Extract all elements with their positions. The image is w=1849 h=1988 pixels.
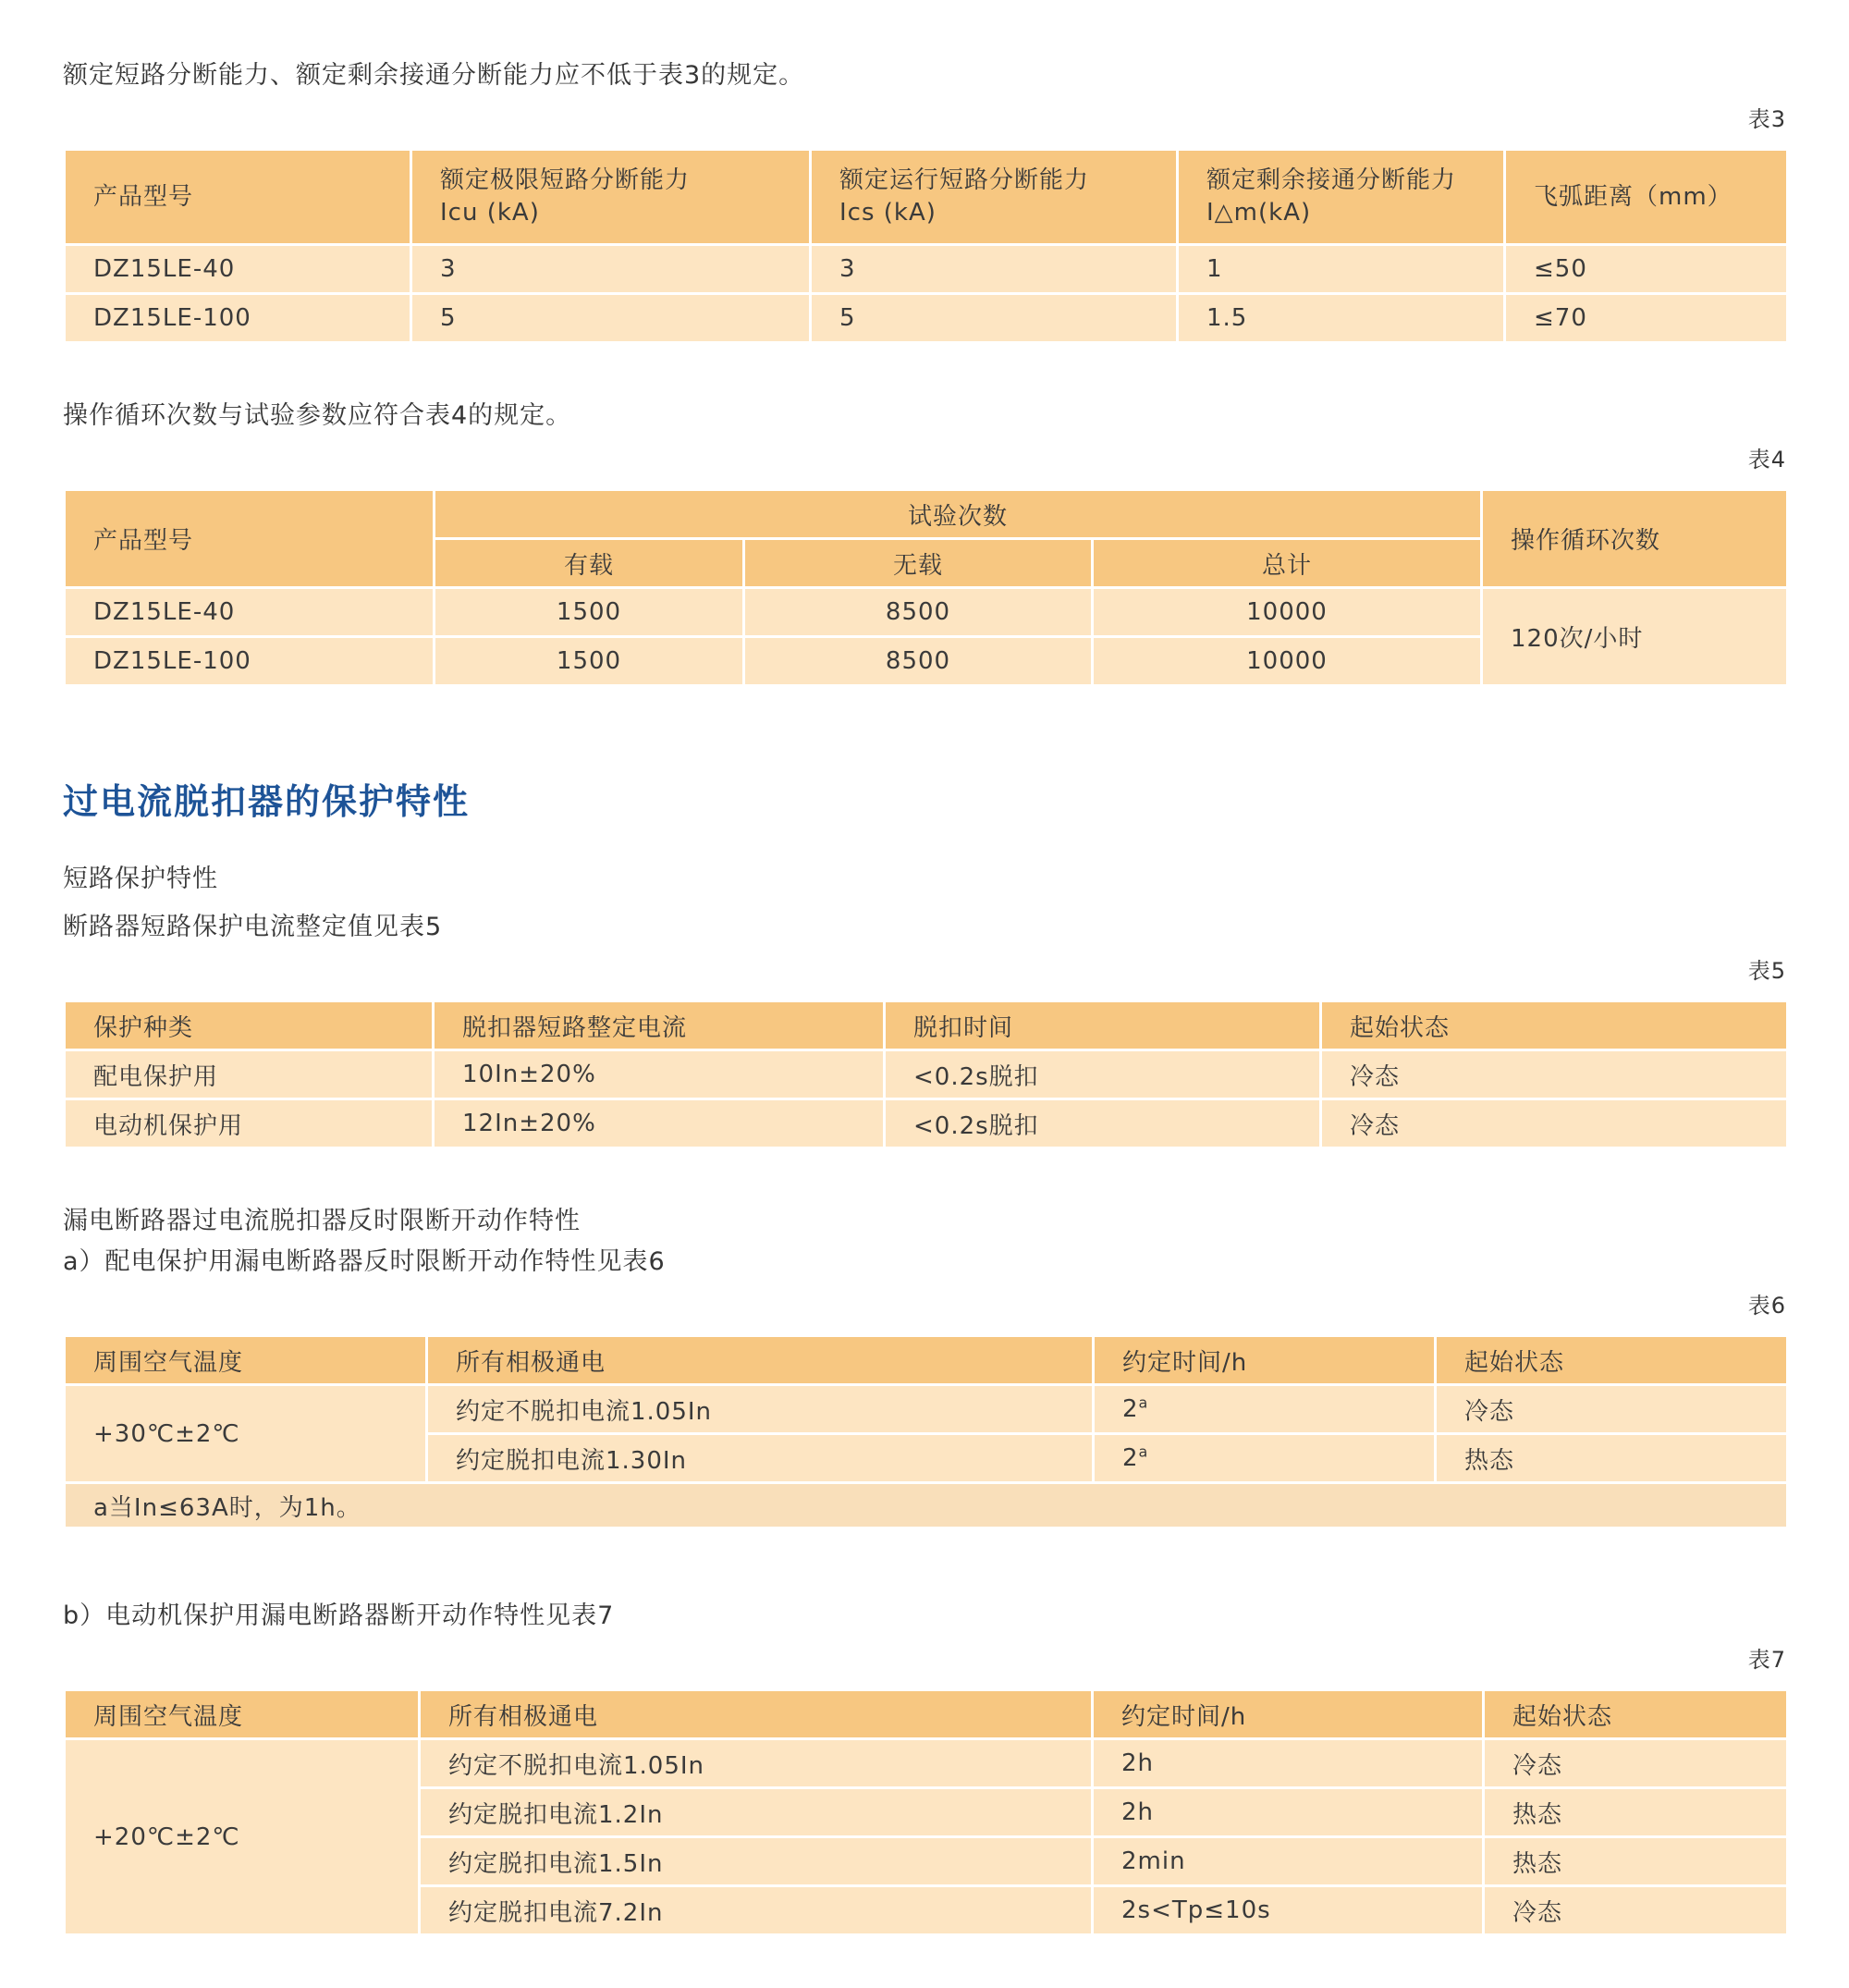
data-cell: 电动机保护用 [65, 1099, 434, 1148]
subheading-short-circuit: 短路保护特性 [63, 865, 218, 893]
header-subtext: Icu (kA) [440, 199, 540, 227]
data-cell-time [1094, 1385, 1436, 1434]
paragraph-table7-ref: b）电动机保护用漏电断路器断开动作特性见表7 [63, 1601, 615, 1630]
data-cell-temperature: +20℃±2℃ [65, 1739, 420, 1935]
data-cell: 热态 [1436, 1434, 1788, 1483]
data-cell: 约定不脱扣电流1.05In [427, 1385, 1094, 1434]
data-cell: 1 [1178, 245, 1505, 294]
header-text: 额定运行短路分断能力 [839, 166, 1090, 194]
subheading-setting-value: 断路器短路保护电流整定值见表5 [63, 913, 443, 941]
section-heading-overcurrent-release: 过电流脱扣器的保护特性 [63, 781, 471, 822]
table3-header-icu [411, 150, 811, 245]
table6-header-initial-state: 起始状态 [1436, 1336, 1788, 1385]
table6-header-ambient-temp: 周围空气温度 [65, 1336, 427, 1385]
table4-header-total: 总计 [1093, 539, 1482, 588]
data-cell: ≤50 [1505, 245, 1788, 294]
table-row [65, 1739, 1788, 1788]
paragraph-table6-ref: a）配电保护用漏电断路器反时限断开动作特性见表6 [63, 1247, 666, 1276]
data-cell-model: DZ15LE-40 [65, 245, 411, 294]
data-cell: 约定脱扣电流1.30In [427, 1434, 1094, 1483]
header-text: 额定极限短路分断能力 [440, 166, 691, 194]
data-cell: 1.5 [1178, 294, 1505, 343]
table4-header-cycles: 操作循环次数 [1482, 490, 1788, 588]
data-cell: <0.2s脱扣 [885, 1099, 1321, 1148]
table6-header-row [65, 1336, 1788, 1385]
data-cell: 冷态 [1321, 1050, 1788, 1099]
footnote-cell: a当In≤63A时，为1h。 [65, 1483, 1788, 1528]
table3-header-ics [811, 150, 1178, 245]
data-cell: 5 [411, 294, 811, 343]
table-row [65, 294, 1788, 343]
table4-header-model: 产品型号 [65, 490, 435, 588]
table-3-breaking-capacity [63, 148, 1789, 344]
table-6-distribution-protection [63, 1334, 1789, 1529]
table6-label: 表6 [1747, 1293, 1786, 1319]
data-cell: 8500 [744, 637, 1093, 686]
table-row [65, 1099, 1788, 1148]
data-cell: 12In±20% [434, 1099, 885, 1148]
table-row [65, 588, 1788, 637]
data-cell-cycles: 120次/小时 [1482, 588, 1788, 686]
data-cell: 约定不脱扣电流1.05In [420, 1739, 1093, 1788]
intro-paragraph-table4: 操作循环次数与试验参数应符合表4的规定。 [63, 401, 572, 430]
data-cell: <0.2s脱扣 [885, 1050, 1321, 1099]
table7-header-conventional-time: 约定时间/h [1093, 1690, 1484, 1739]
paragraph-inverse-time: 漏电断路器过电流脱扣器反时限断开动作特性 [63, 1207, 581, 1235]
table4-header-unloaded: 无载 [744, 539, 1093, 588]
footnote-marker: a [1138, 1393, 1149, 1412]
table-5-short-circuit-protection [63, 1000, 1789, 1149]
table3-header-row [65, 150, 1788, 245]
data-cell: 热态 [1484, 1788, 1788, 1837]
table-row [65, 1050, 1788, 1099]
table5-header-row [65, 1001, 1788, 1050]
data-cell: 5 [811, 294, 1178, 343]
data-cell: 2h [1093, 1788, 1484, 1837]
table7-label: 表7 [1747, 1647, 1786, 1673]
table3-label: 表3 [1747, 106, 1786, 132]
table5-header-setting-current: 脱扣器短路整定电流 [434, 1001, 885, 1050]
data-cell: 约定脱扣电流7.2In [420, 1886, 1093, 1935]
data-cell: 3 [811, 245, 1178, 294]
table7-header-initial-state: 起始状态 [1484, 1690, 1788, 1739]
table3-header-model [65, 150, 411, 245]
data-cell: 1500 [435, 637, 744, 686]
data-cell: 冷态 [1484, 1739, 1788, 1788]
table5-label: 表5 [1747, 958, 1786, 984]
data-cell: 约定脱扣电流1.2In [420, 1788, 1093, 1837]
table3-header-arc-distance [1505, 150, 1788, 245]
table4-label: 表4 [1747, 447, 1786, 472]
table7-header-all-poles: 所有相极通电 [420, 1690, 1093, 1739]
data-cell: 冷态 [1321, 1099, 1788, 1148]
table6-header-conventional-time: 约定时间/h [1094, 1336, 1436, 1385]
header-text: 额定剩余接通分断能力 [1206, 166, 1457, 194]
data-cell-time [1094, 1434, 1436, 1483]
intro-paragraph-table3: 额定短路分断能力、额定剩余接通分断能力应不低于表3的规定。 [63, 61, 805, 90]
header-subtext: Ics (kA) [839, 199, 937, 227]
data-cell-model: DZ15LE-100 [65, 294, 411, 343]
table-row [65, 245, 1788, 294]
data-cell: 冷态 [1436, 1385, 1788, 1434]
header-subtext: I△m(kA) [1206, 199, 1312, 227]
footnote-marker: a [1138, 1442, 1149, 1461]
data-cell: 冷态 [1484, 1886, 1788, 1935]
table-7-motor-protection [63, 1688, 1789, 1936]
data-cell: 3 [411, 245, 811, 294]
data-cell-model: DZ15LE-40 [65, 588, 435, 637]
table7-header-ambient-temp: 周围空气温度 [65, 1690, 420, 1739]
data-cell: 10In±20% [434, 1050, 885, 1099]
time-value: 2 [1122, 1395, 1139, 1423]
data-cell-temperature: +30℃±2℃ [65, 1385, 427, 1483]
data-cell: 8500 [744, 588, 1093, 637]
data-cell: 10000 [1093, 637, 1482, 686]
table4-header-row-1 [65, 490, 1788, 539]
data-cell: 热态 [1484, 1837, 1788, 1886]
table-4-operation-cycles [63, 488, 1789, 687]
data-cell-model: DZ15LE-100 [65, 637, 435, 686]
header-text: 产品型号 [93, 182, 194, 211]
time-value: 2 [1122, 1444, 1139, 1472]
data-cell: ≤70 [1505, 294, 1788, 343]
header-text: 飞弧距离（mm） [1534, 182, 1733, 211]
table-row [65, 1385, 1788, 1434]
table4-header-loaded: 有载 [435, 539, 744, 588]
data-cell: 2h [1093, 1739, 1484, 1788]
table6-header-all-poles: 所有相极通电 [427, 1336, 1094, 1385]
data-cell: 10000 [1093, 588, 1482, 637]
table5-header-initial-state: 起始状态 [1321, 1001, 1788, 1050]
table5-header-protection-type: 保护种类 [65, 1001, 434, 1050]
data-cell: 配电保护用 [65, 1050, 434, 1099]
table7-header-row [65, 1690, 1788, 1739]
table5-header-trip-time: 脱扣时间 [885, 1001, 1321, 1050]
data-cell: 1500 [435, 588, 744, 637]
data-cell: 2min [1093, 1837, 1484, 1886]
table6-footnote-row [65, 1483, 1788, 1528]
table4-header-test-count: 试验次数 [435, 490, 1482, 539]
data-cell: 2s<Tp≤10s [1093, 1886, 1484, 1935]
data-cell: 约定脱扣电流1.5In [420, 1837, 1093, 1886]
table3-header-idm [1178, 150, 1505, 245]
